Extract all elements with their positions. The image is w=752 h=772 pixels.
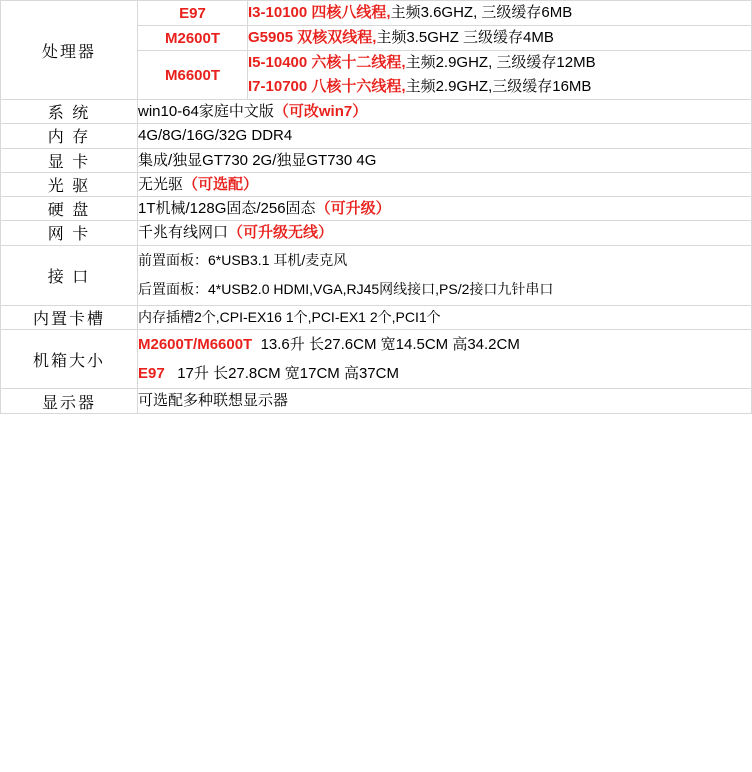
cpu-model-3: M6600T xyxy=(138,51,248,100)
cpu-desc-1-black: 主频3.6GHZ, 三级缓存6MB xyxy=(390,4,573,21)
case-size-dims-2: 17升 长27.8CM 宽17CM 高37CM xyxy=(177,365,399,383)
row-value-storage-black: 1T机械/128G固态/256固态 xyxy=(138,200,316,217)
row-value-system-black: win10-64家庭中文版 xyxy=(138,103,274,120)
row-value-case-size xyxy=(138,329,752,389)
row-label-optical-drive: 光 驱 xyxy=(1,172,138,196)
cpu-desc-3 xyxy=(248,51,752,100)
row-value-optical-drive xyxy=(138,172,752,196)
cpu-desc-3-black: 主频2.9GHZ, 三级缓存12MB xyxy=(405,54,596,71)
cpu-model-2: M2600T xyxy=(138,26,248,51)
table-row-graphics xyxy=(1,148,752,172)
table-row-monitor xyxy=(1,389,752,413)
row-label-graphics: 显 卡 xyxy=(1,148,138,172)
row-value-network-red: （可升级无线） xyxy=(228,224,334,242)
row-label-network: 网 卡 xyxy=(1,221,138,245)
case-size-model-2: E97 xyxy=(138,365,165,383)
row-label-slots: 内置卡槽 xyxy=(1,305,138,329)
row-label-memory: 内 存 xyxy=(1,124,138,148)
table-row-interface xyxy=(1,245,752,305)
cpu-desc-2-red: G5905 双核双线程, xyxy=(248,29,377,46)
row-label-storage: 硬 盘 xyxy=(1,197,138,221)
cpu-desc-3-red-2: I7-10700 八核十六线程, xyxy=(248,78,406,95)
row-value-interface xyxy=(138,245,752,305)
row-value-graphics xyxy=(138,148,752,172)
row-value-memory xyxy=(138,124,752,148)
table-row-slots xyxy=(1,305,752,329)
table-row-optical-drive xyxy=(1,172,752,196)
table-row-cpu-1 xyxy=(1,1,752,26)
case-size-model-1: M2600T/M6600T xyxy=(138,335,253,353)
cpu-desc-1 xyxy=(248,1,752,26)
row-value-network xyxy=(138,221,752,245)
row-value-system xyxy=(138,100,752,124)
row-value-storage-red: （可升级） xyxy=(315,200,391,217)
row-value-optical-drive-black: 无光驱 xyxy=(138,175,184,193)
row-value-storage xyxy=(138,197,752,221)
cpu-desc-2 xyxy=(248,26,752,51)
row-label-cpu: 处理器 xyxy=(1,1,138,100)
row-value-network-black: 千兆有线网口 xyxy=(138,224,229,242)
case-size-dims-1: 13.6升 长27.6CM 宽14.5CM 高34.2CM xyxy=(260,335,520,353)
row-value-memory-black: 4G/8G/16G/32G DDR4 xyxy=(138,127,293,145)
cpu-desc-3-black-2: 主频2.9GHZ,三级缓存16MB xyxy=(405,78,592,95)
cpu-model-1: E97 xyxy=(138,1,248,26)
row-value-monitor: 可选配多种联想显示器 xyxy=(138,389,752,413)
table-row-case-size xyxy=(1,329,752,389)
interface-rear-panel: 后置面板：4*USB2.0 HDMI,VGA,RJ45网线接口,PS/2接口九针串口 xyxy=(138,281,554,298)
row-value-graphics-black: 集成/独显GT730 2G/独显GT730 4G xyxy=(138,151,377,169)
row-value-optical-drive-red: （可选配） xyxy=(183,175,259,193)
row-value-slots: 内存插槽2个,CPI-EX16 1个,PCI-EX1 2个,PCI1个 xyxy=(138,305,752,329)
table-row-storage xyxy=(1,197,752,221)
cpu-desc-3-red: I5-10400 六核十二线程, xyxy=(248,54,406,71)
row-label-monitor: 显示器 xyxy=(1,389,138,413)
row-label-case-size: 机箱大小 xyxy=(1,329,138,389)
cpu-desc-2-black: 主频3.5GHZ 三级缓存4MB xyxy=(376,29,554,46)
interface-front-panel: 前置面板：6*USB3.1 耳机/麦克风 xyxy=(138,251,348,268)
row-label-interface: 接 口 xyxy=(1,245,138,305)
table-row-system xyxy=(1,100,752,124)
row-value-system-red: （可改win7） xyxy=(273,103,368,120)
table-row-memory xyxy=(1,124,752,148)
cpu-desc-1-red: I3-10100 四核八线程, xyxy=(248,4,391,21)
table-row-network xyxy=(1,221,752,245)
row-label-system: 系 统 xyxy=(1,100,138,124)
